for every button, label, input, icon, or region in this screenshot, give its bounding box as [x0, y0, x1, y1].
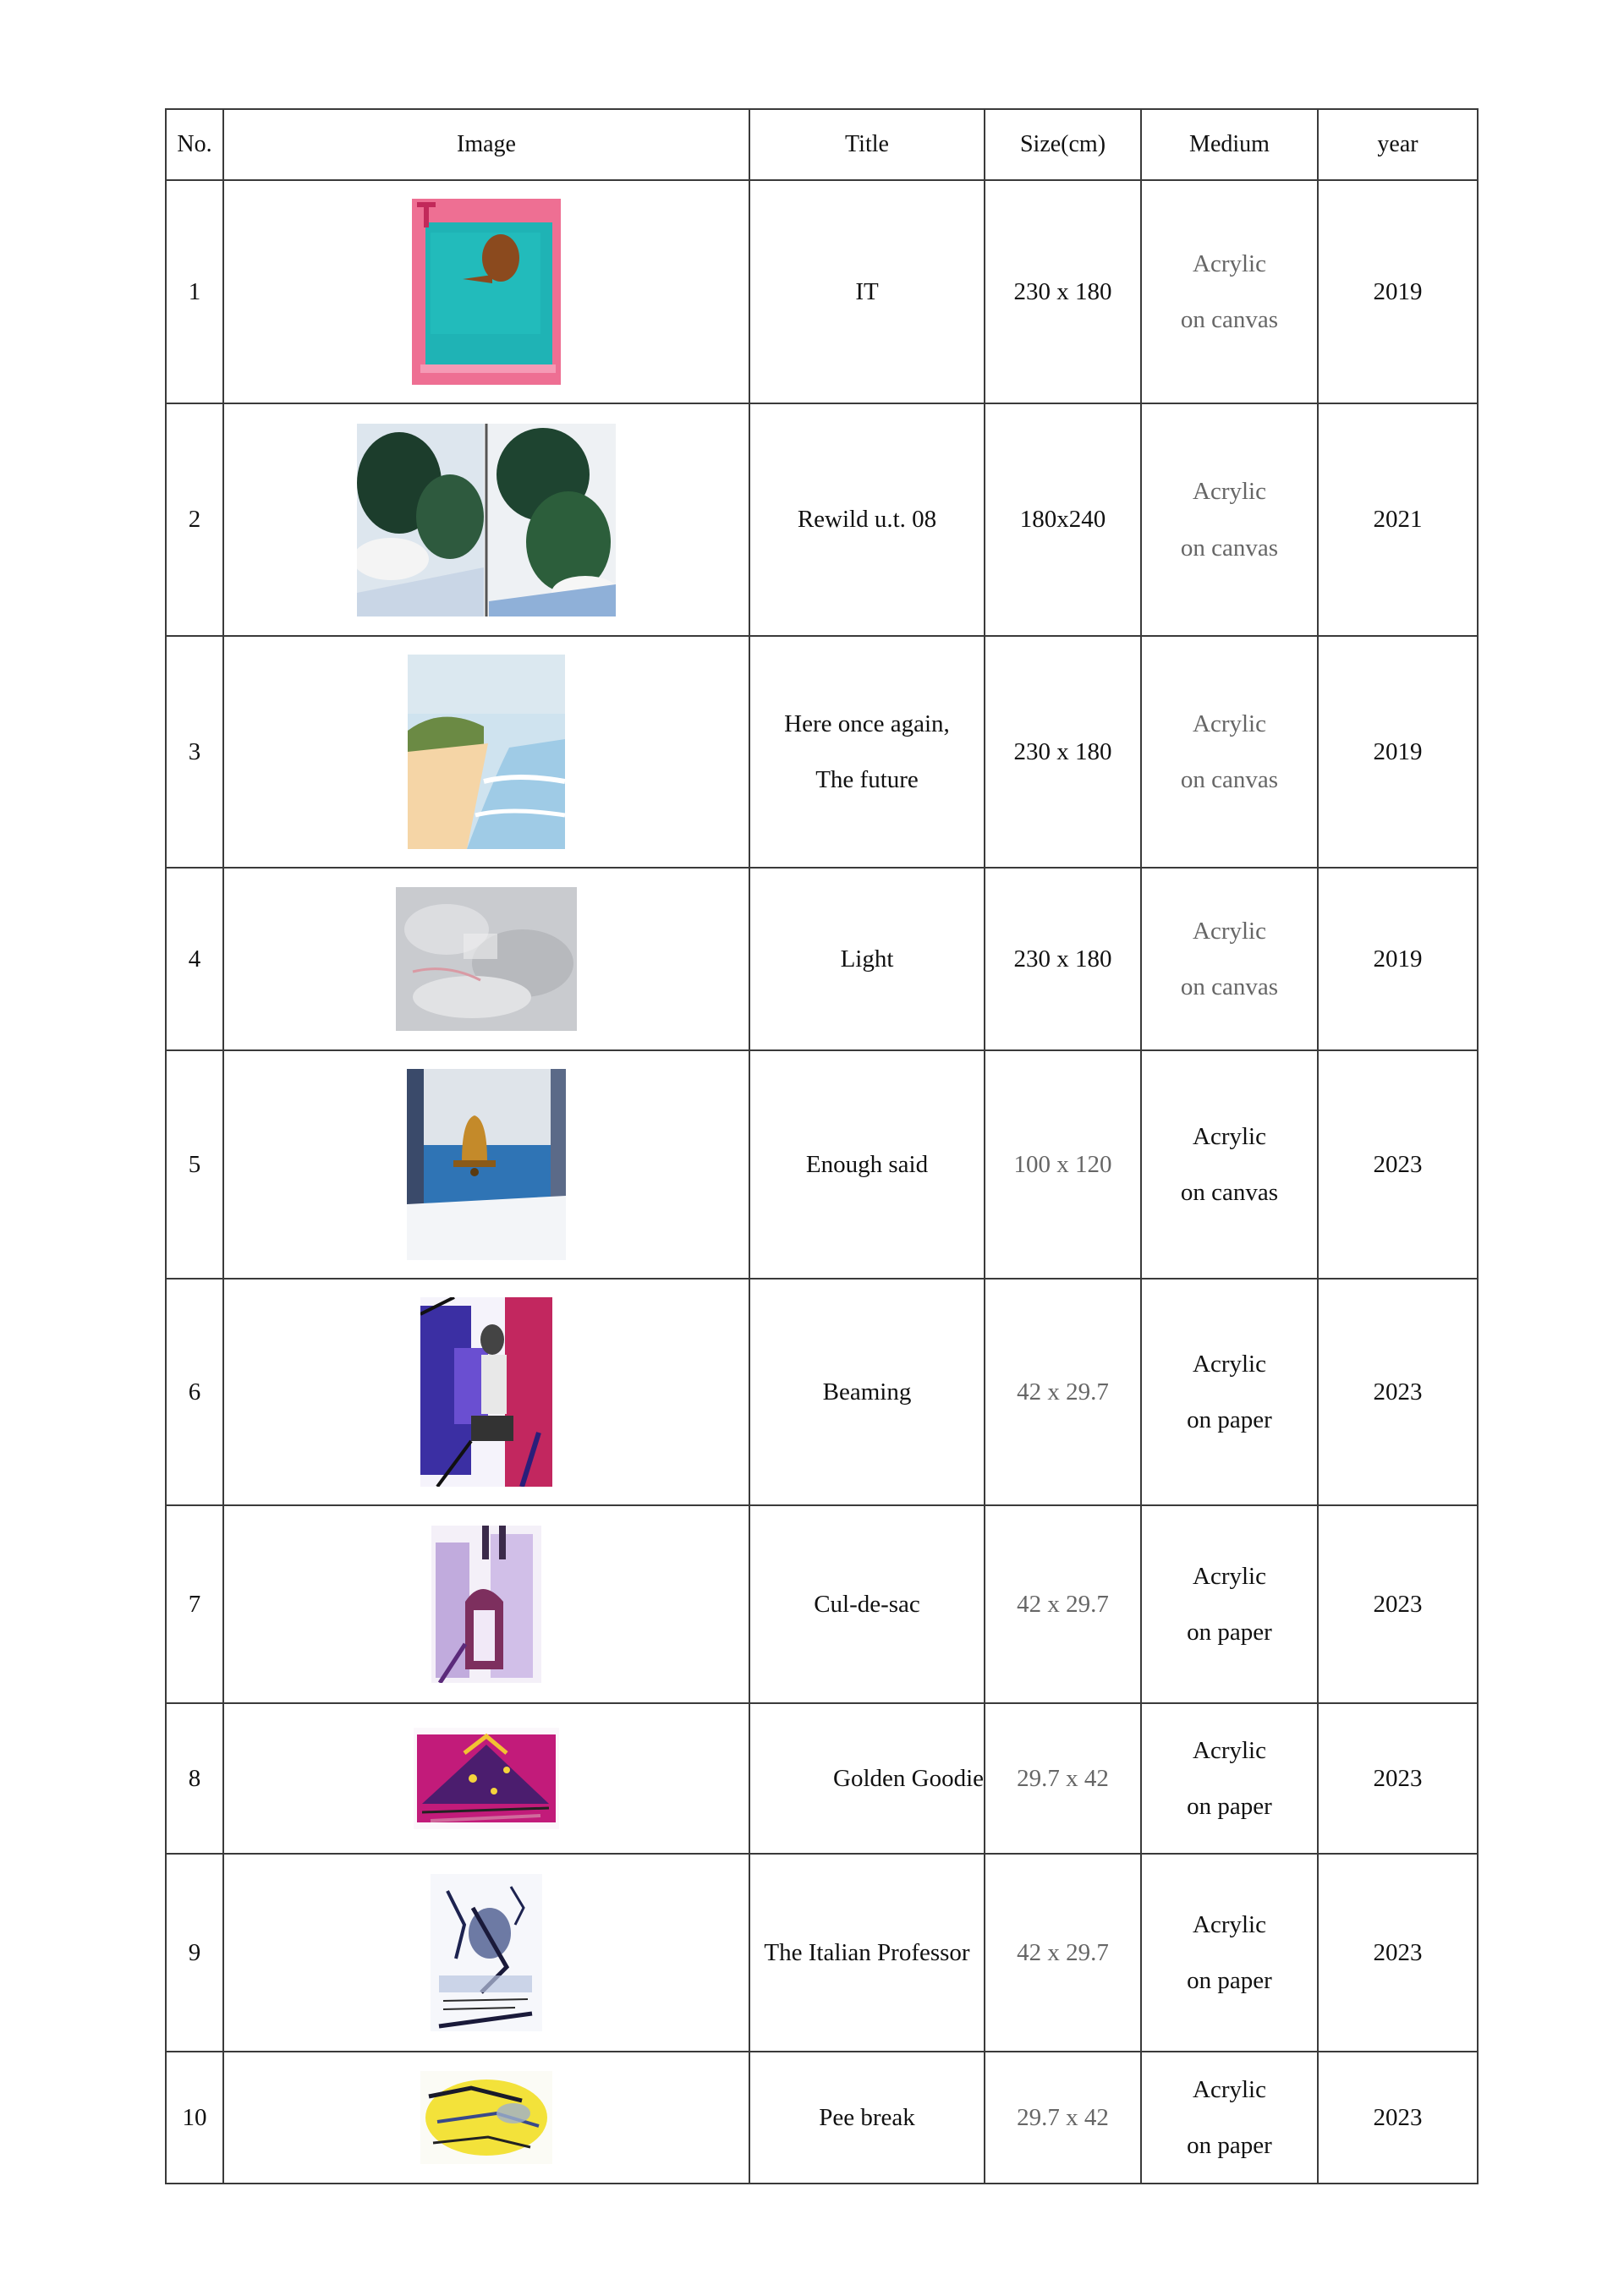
medium-line-2: on paper	[1187, 1406, 1272, 1433]
header-row	[166, 109, 1478, 180]
title-text: Golden Goodie	[833, 1764, 984, 1792]
row-year: 2023	[1318, 1854, 1478, 2052]
row-image	[223, 180, 749, 403]
artwork-thumbnail	[431, 1526, 541, 1683]
artwork-thumbnail	[408, 655, 565, 849]
row-title	[749, 403, 985, 636]
table-row	[166, 636, 1478, 868]
row-title	[749, 636, 985, 868]
medium-line-1: Acrylic	[1193, 917, 1266, 945]
row-size: 230 x 180	[985, 868, 1141, 1050]
row-size: 100 x 120	[985, 1050, 1141, 1279]
artwork-thumbnail	[420, 2071, 552, 2164]
header-year: year	[1318, 109, 1478, 180]
row-size: 42 x 29.7	[985, 1279, 1141, 1505]
row-medium	[1141, 1279, 1318, 1505]
artwork-thumbnail	[407, 1069, 566, 1260]
row-image	[223, 1505, 749, 1703]
title-text: Beaming	[822, 1378, 912, 1406]
row-no: 5	[166, 1050, 223, 1279]
medium-line-2: on paper	[1187, 1619, 1272, 1646]
medium-line-2: on canvas	[1180, 534, 1279, 562]
table-row	[166, 1854, 1478, 2052]
row-size: 42 x 29.7	[985, 1505, 1141, 1703]
row-year: 2023	[1318, 1050, 1478, 1279]
title-text: The Italian Professor	[764, 1938, 970, 1966]
medium-line-2: on paper	[1187, 1793, 1272, 1820]
row-medium	[1141, 403, 1318, 636]
artwork-table	[165, 108, 1479, 2184]
artwork-thumbnail	[420, 1297, 552, 1487]
medium-line-1: Acrylic	[1193, 1562, 1266, 1590]
title-text: Rewild u.t. 08	[797, 506, 937, 534]
artwork-thumbnail	[412, 199, 561, 385]
medium-line-2: on paper	[1187, 1967, 1272, 1994]
artwork-thumbnail	[357, 424, 616, 616]
row-medium	[1141, 1703, 1318, 1854]
row-no: 10	[166, 2052, 223, 2184]
medium-line-1: Acrylic	[1193, 478, 1266, 506]
medium-line-1: Acrylic	[1193, 710, 1266, 737]
medium-line-1: Acrylic	[1193, 2075, 1266, 2103]
title-text: Light	[840, 945, 894, 973]
row-title	[749, 1279, 985, 1505]
table-row	[166, 1505, 1478, 1703]
table-row	[166, 1279, 1478, 1505]
row-title	[749, 1050, 985, 1279]
row-no: 2	[166, 403, 223, 636]
row-size: 230 x 180	[985, 180, 1141, 403]
row-year: 2023	[1318, 1279, 1478, 1505]
row-year: 2023	[1318, 1505, 1478, 1703]
row-image	[223, 636, 749, 868]
medium-line-1: Acrylic	[1193, 1910, 1266, 1938]
medium-line-1: Acrylic	[1193, 1122, 1266, 1150]
row-size: 180x240	[985, 403, 1141, 636]
row-medium	[1141, 868, 1318, 1050]
row-image	[223, 403, 749, 636]
row-medium	[1141, 1505, 1318, 1703]
row-no: 8	[166, 1703, 223, 1854]
row-year: 2021	[1318, 403, 1478, 636]
row-title	[749, 868, 985, 1050]
medium-line-2: on canvas	[1180, 766, 1279, 793]
row-medium	[1141, 1854, 1318, 2052]
row-no: 9	[166, 1854, 223, 2052]
title-text: IT	[855, 277, 879, 305]
row-no: 7	[166, 1505, 223, 1703]
header-title: Title	[749, 109, 985, 180]
row-medium	[1141, 636, 1318, 868]
row-medium	[1141, 2052, 1318, 2184]
table-row	[166, 868, 1478, 1050]
title-text: Enough said	[805, 1150, 929, 1178]
row-image	[223, 1050, 749, 1279]
row-year: 2019	[1318, 636, 1478, 868]
row-year: 2023	[1318, 2052, 1478, 2184]
artwork-thumbnail	[396, 887, 577, 1031]
artwork-thumbnail	[414, 1728, 559, 1829]
header-medium: Medium	[1141, 109, 1318, 180]
row-image	[223, 868, 749, 1050]
medium-line-2: on paper	[1187, 2132, 1272, 2159]
row-image	[223, 1854, 749, 2052]
row-size: 230 x 180	[985, 636, 1141, 868]
title-text-line-2: The future	[815, 766, 919, 793]
row-title	[749, 2052, 985, 2184]
medium-line-1: Acrylic	[1193, 249, 1266, 277]
table-row	[166, 1703, 1478, 1854]
row-year: 2019	[1318, 868, 1478, 1050]
title-text: Cul-de-sac	[814, 1590, 920, 1618]
artwork-thumbnail	[431, 1874, 542, 2031]
row-year: 2019	[1318, 180, 1478, 403]
row-title	[749, 1505, 985, 1703]
row-year: 2023	[1318, 1703, 1478, 1854]
medium-line-2: on canvas	[1180, 973, 1279, 1000]
medium-line-2: on canvas	[1180, 1179, 1279, 1206]
row-no: 3	[166, 636, 223, 868]
row-no: 1	[166, 180, 223, 403]
row-image	[223, 2052, 749, 2184]
medium-line-1: Acrylic	[1193, 1350, 1266, 1378]
table-row	[166, 180, 1478, 403]
row-medium	[1141, 1050, 1318, 1279]
header-no: No.	[166, 109, 223, 180]
row-size: 42 x 29.7	[985, 1854, 1141, 2052]
table-row	[166, 1050, 1478, 1279]
row-medium	[1141, 180, 1318, 403]
row-no: 6	[166, 1279, 223, 1505]
row-image	[223, 1703, 749, 1854]
title-text: Pee break	[819, 2103, 915, 2131]
medium-line-1: Acrylic	[1193, 1736, 1266, 1764]
table-row	[166, 2052, 1478, 2184]
row-title	[749, 180, 985, 403]
row-image	[223, 1279, 749, 1505]
row-title	[749, 1854, 985, 2052]
row-title	[749, 1703, 985, 1854]
row-size: 29.7 x 42	[985, 1703, 1141, 1854]
table-row	[166, 403, 1478, 636]
medium-line-2: on canvas	[1180, 306, 1279, 333]
row-size: 29.7 x 42	[985, 2052, 1141, 2184]
header-image: Image	[223, 109, 749, 180]
header-size: Size(cm)	[985, 109, 1141, 180]
title-text: Here once again,	[784, 710, 950, 737]
row-no: 4	[166, 868, 223, 1050]
